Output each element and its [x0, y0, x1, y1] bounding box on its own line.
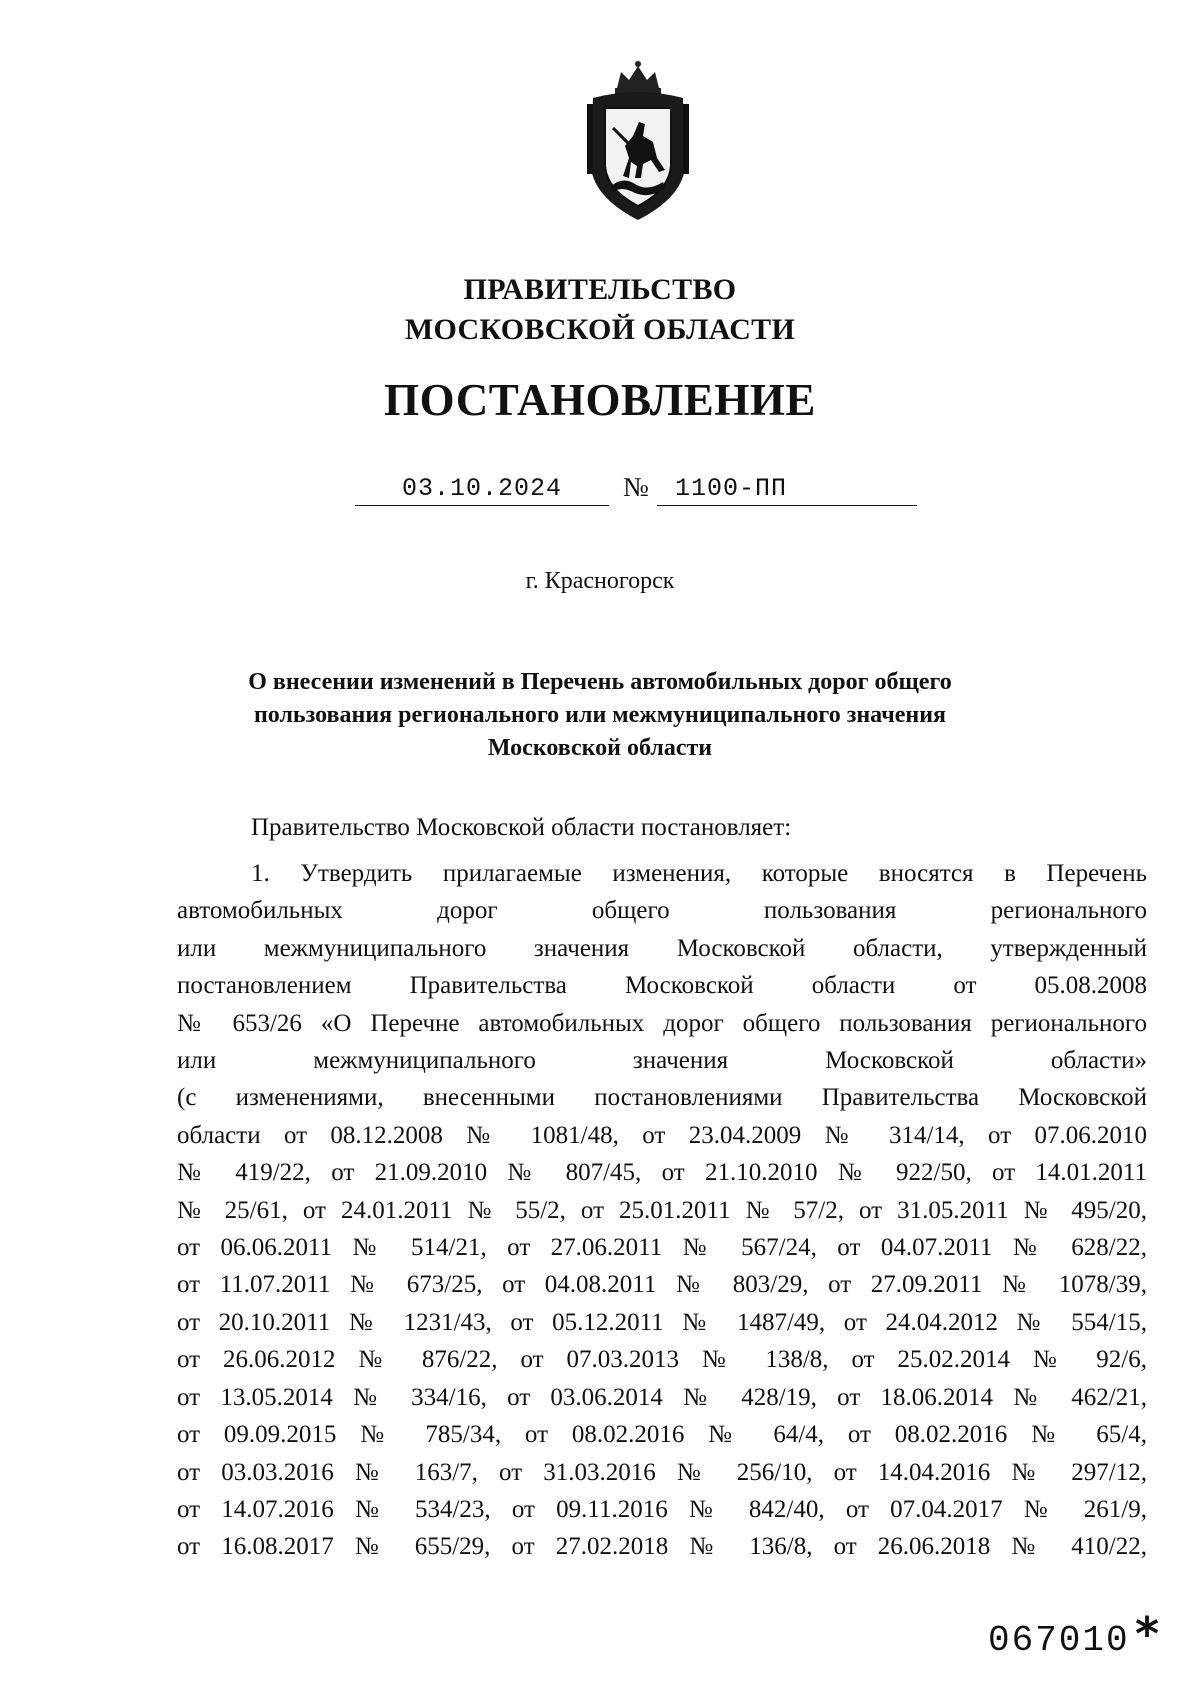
body-text	[177, 855, 1147, 1566]
body-line: от 14.07.2016 № 534/23, от 09.11.2016 № 842/40, от 07.04.2017 № 261/9,	[177, 1495, 1147, 1523]
asterisk-mark: *	[1135, 1607, 1160, 1661]
government-title-line1: ПРАВИТЕЛЬСТВО	[463, 273, 737, 306]
body-line: от 20.10.2011 № 1231/43, от 05.12.2011 № 1487/49, от 24.04.2012 № 554/15,	[177, 1308, 1147, 1336]
subject-line: О внесении изменений в Перечень автомобильных дорог общего	[248, 669, 952, 695]
city: г. Красногорск	[525, 568, 675, 594]
subject-line: пользования регионального или межмуниципального значения	[253, 702, 947, 728]
coat-of-arms-icon	[573, 58, 703, 226]
body-line: от 11.07.2011 № 673/25, от 04.08.2011 № 803/29, от 27.09.2011 № 1078/39,	[177, 1271, 1147, 1299]
document-number: 1100-ПП	[675, 474, 788, 503]
body-line: от 03.03.2016 № 163/7, от 31.03.2016 № 256/10, от 14.04.2016 № 297/12,	[177, 1458, 1147, 1486]
body-line: от 06.06.2011 № 514/21, от 27.06.2011 № 567/24, от 04.07.2011 № 628/22,	[177, 1234, 1147, 1262]
body-line: или межмуниципального значения Московской области»	[177, 1047, 1147, 1075]
number-underline	[657, 505, 917, 506]
body-line: 1. Утвердить прилагаемые изменения, которые вносятся в Перечень	[251, 860, 1147, 887]
body-line: или межмуниципального значения Московской области, утвержденный	[177, 934, 1147, 962]
document-type: ПОСТАНОВЛЕНИЕ	[384, 375, 816, 425]
serial-number: 067010	[988, 1620, 1130, 1661]
body-line: № 419/22, от 21.09.2010 № 807/45, от 21.10.2010 № 922/50, от 14.01.2011	[177, 1159, 1147, 1187]
body-line: от 09.09.2015 № 785/34, от 08.02.2016 № 64/4, от 08.02.2016 № 65/4,	[177, 1421, 1147, 1449]
government-title-line2: МОСКОВСКОЙ ОБЛАСТИ	[404, 313, 796, 346]
body-line: (с изменениями, внесенными постановлениями Правительства Московской	[177, 1084, 1147, 1112]
number-sign: №	[623, 472, 649, 502]
body-line: области от 08.12.2008 № 1081/48, от 23.04.2009 № 314/14, от 07.06.2010	[177, 1121, 1147, 1149]
body-line: № 653/26 «О Перечне автомобильных дорог общего пользования регионального	[177, 1009, 1147, 1037]
subject-line: Московской области	[487, 735, 713, 761]
body-line: от 26.06.2012 № 876/22, от 07.03.2013 № 138/8, от 25.02.2014 № 92/6,	[177, 1346, 1147, 1374]
government-title	[0, 270, 1200, 350]
body-line: от 13.05.2014 № 334/16, от 03.06.2014 № 428/19, от 18.06.2014 № 462/21,	[177, 1383, 1147, 1411]
document-subject	[180, 666, 1020, 765]
date-underline	[355, 505, 609, 506]
date-number-line	[355, 466, 917, 506]
document-date: 03.10.2024	[401, 474, 563, 503]
body-line: автомобильных дорог общего пользования регионального	[177, 897, 1147, 925]
preamble: Правительство Московской области постановляет:	[251, 814, 792, 841]
body-line: № 25/61, от 24.01.2011 № 55/2, от 25.01.2011 № 57/2, от 31.05.2011 № 495/20,	[177, 1196, 1147, 1224]
body-line: постановлением Правительства Московской области от 05.08.2008	[177, 972, 1147, 1000]
body-line: от 16.08.2017 № 655/29, от 27.02.2018 № 136/8, от 26.06.2018 № 410/22,	[177, 1533, 1147, 1561]
